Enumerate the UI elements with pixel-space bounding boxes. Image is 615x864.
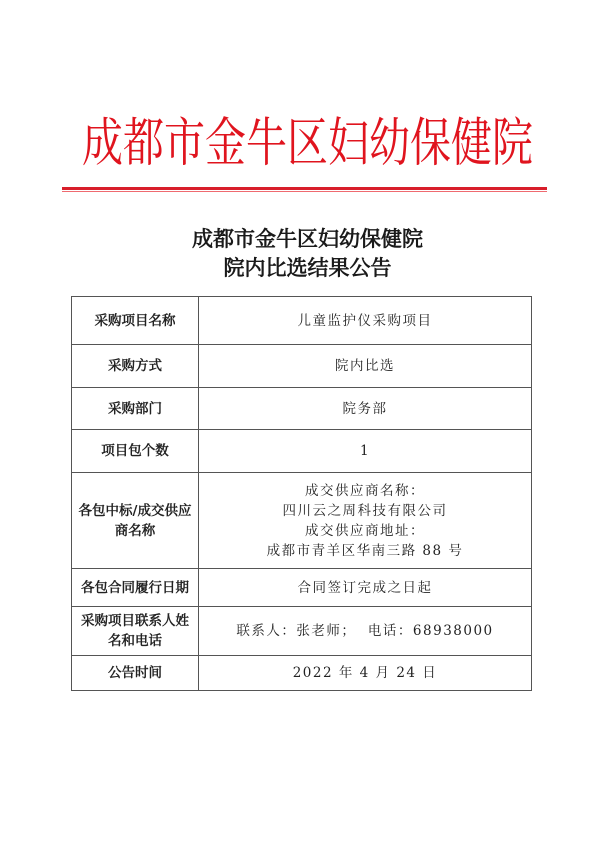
row-label-package-count: 项目包个数 <box>72 430 199 473</box>
row-label-announcement-date: 公告时间 <box>72 656 199 691</box>
document-title-line2: 院内比选结果公告 <box>223 255 392 280</box>
row-label-project-name: 采购项目名称 <box>72 297 199 345</box>
supplier-name-label: 成交供应商名称： <box>305 482 425 499</box>
row-label-supplier: 各包中标/成交供应商名称 <box>72 473 199 569</box>
supplier-address: 成都市青羊区华南三路 88 号 <box>266 542 464 559</box>
row-value-department: 院务部 <box>199 388 532 430</box>
row-value-contract-date: 合同签订完成之日起 <box>199 569 532 607</box>
row-value-announcement-date: 2022 年 4 月 24 日 <box>199 656 532 691</box>
table-row <box>72 656 532 691</box>
letterhead-org-name: 成都市金牛区妇幼保健院 <box>82 111 533 174</box>
supplier-address-label: 成交供应商地址： <box>305 522 425 539</box>
table-row <box>72 297 532 345</box>
table-row <box>72 607 532 656</box>
table-row <box>72 388 532 430</box>
letterhead-rule-thin <box>62 191 547 192</box>
document-title-line1: 成都市金牛区妇幼保健院 <box>192 226 423 251</box>
row-value-contact: 联系人：张老师； 电话：68938000 <box>199 607 532 656</box>
table-row <box>72 473 532 569</box>
row-label-department: 采购部门 <box>72 388 199 430</box>
row-label-contact: 采购项目联系人姓名和电话 <box>72 607 199 656</box>
row-label-procurement-method: 采购方式 <box>72 345 199 388</box>
row-value-project-name: 儿童监护仪采购项目 <box>199 297 532 345</box>
row-value-package-count: 1 <box>199 430 532 473</box>
row-label-contract-date: 各包合同履行日期 <box>72 569 199 607</box>
table-row <box>72 345 532 388</box>
supplier-name: 四川云之周科技有限公司 <box>282 502 448 519</box>
row-value-procurement-method: 院内比选 <box>199 345 532 388</box>
row-value-supplier <box>199 473 532 569</box>
table-row <box>72 430 532 473</box>
table-row <box>72 569 532 607</box>
letterhead-rule-thick <box>62 187 547 190</box>
announcement-table <box>71 296 532 691</box>
